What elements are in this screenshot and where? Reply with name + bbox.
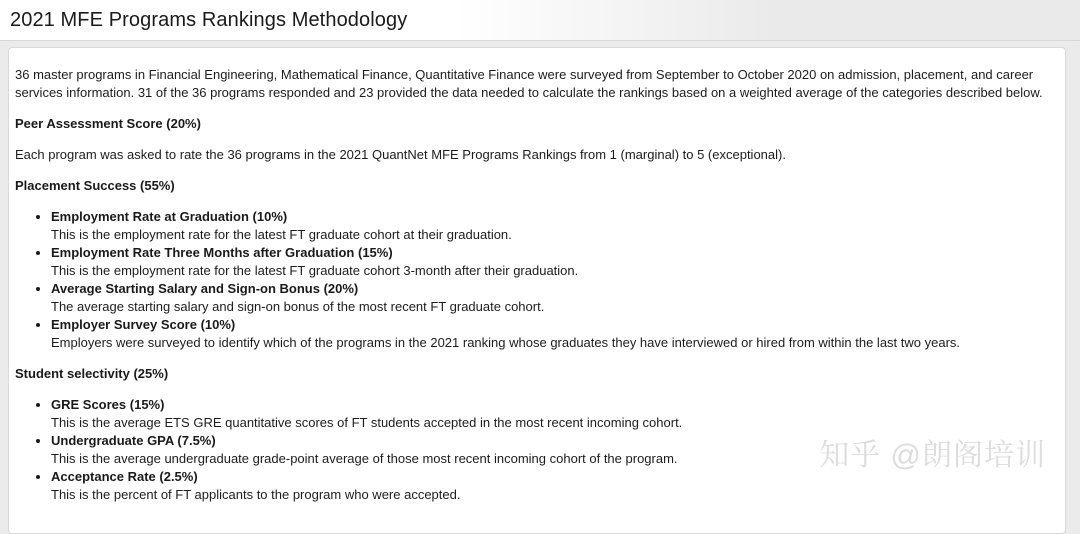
- item-title: • Employment Rate Three Months after Graduation (15%): [51, 245, 393, 260]
- content-card: [8, 47, 1066, 534]
- section-heading-placement-success: Placement Success (55%): [15, 178, 175, 193]
- item-description: This is the employment rate for the latest FT graduate cohort at their graduation.: [51, 227, 512, 242]
- section-heading-student-selectivity: Student selectivity (25%): [15, 366, 169, 381]
- list-item-acceptance-rate: [51, 468, 1049, 504]
- item-description: This is the average ETS GRE quantitative scores of FT students accepted in the most recent incoming cohort.: [51, 415, 683, 430]
- intro-paragraph: 36 master programs in Financial Engineering, Mathematical Finance, Quantitative Finance were surveyed from September to October 2020 on admission, placement, and career services information. 31 of the 36 programs responded and 23 provided the data needed to calculate the rankings based on a weighted average of the categories described below.: [15, 67, 1043, 100]
- item-description: This is the employment rate for the latest FT graduate cohort 3-month after their graduation.: [51, 263, 579, 278]
- item-description: This is the percent of FT applicants to the program who were accepted.: [51, 487, 461, 502]
- list-item-gre-scores: [51, 396, 1049, 432]
- list-item-employment-rate-graduation: [51, 208, 1049, 244]
- page-title: 2021 MFE Programs Rankings Methodology: [10, 8, 408, 31]
- list-item-average-starting-salary: [51, 280, 1049, 316]
- item-title: • GRE Scores (15%): [51, 397, 165, 412]
- item-description: Employers were surveyed to identify which of the programs in the 2021 ranking whose graduates they have interviewed or hired from within the last two years.: [51, 335, 961, 350]
- item-description: This is the average undergraduate grade-point average of those most recent incoming cohort of the program.: [51, 451, 678, 466]
- placement-success-list: [15, 208, 1049, 352]
- list-item-employer-survey-score: [51, 316, 1049, 352]
- page-header: [0, 0, 1080, 41]
- list-item-undergraduate-gpa: [51, 432, 1049, 468]
- watermark: 知乎 @朗阁培训: [819, 439, 1046, 472]
- peer-assessment-paragraph: Each program was asked to rate the 36 programs in the 2021 QuantNet MFE Programs Rankings from 1 (marginal) to 5 (exceptional).: [15, 147, 786, 162]
- section-heading-peer-assessment: Peer Assessment Score (20%): [15, 116, 201, 131]
- item-title: • Employer Survey Score (10%): [51, 317, 236, 332]
- item-title: • Employment Rate at Graduation (10%): [51, 209, 288, 224]
- item-title: • Average Starting Salary and Sign-on Bonus (20%): [51, 281, 359, 296]
- list-item-employment-rate-three-months: [51, 244, 1049, 280]
- student-selectivity-list: [15, 396, 1049, 504]
- item-description: The average starting salary and sign-on bonus of the most recent FT graduate cohort.: [51, 299, 545, 314]
- item-title: • Undergraduate GPA (7.5%): [51, 433, 216, 448]
- item-title: • Acceptance Rate (2.5%): [51, 469, 198, 484]
